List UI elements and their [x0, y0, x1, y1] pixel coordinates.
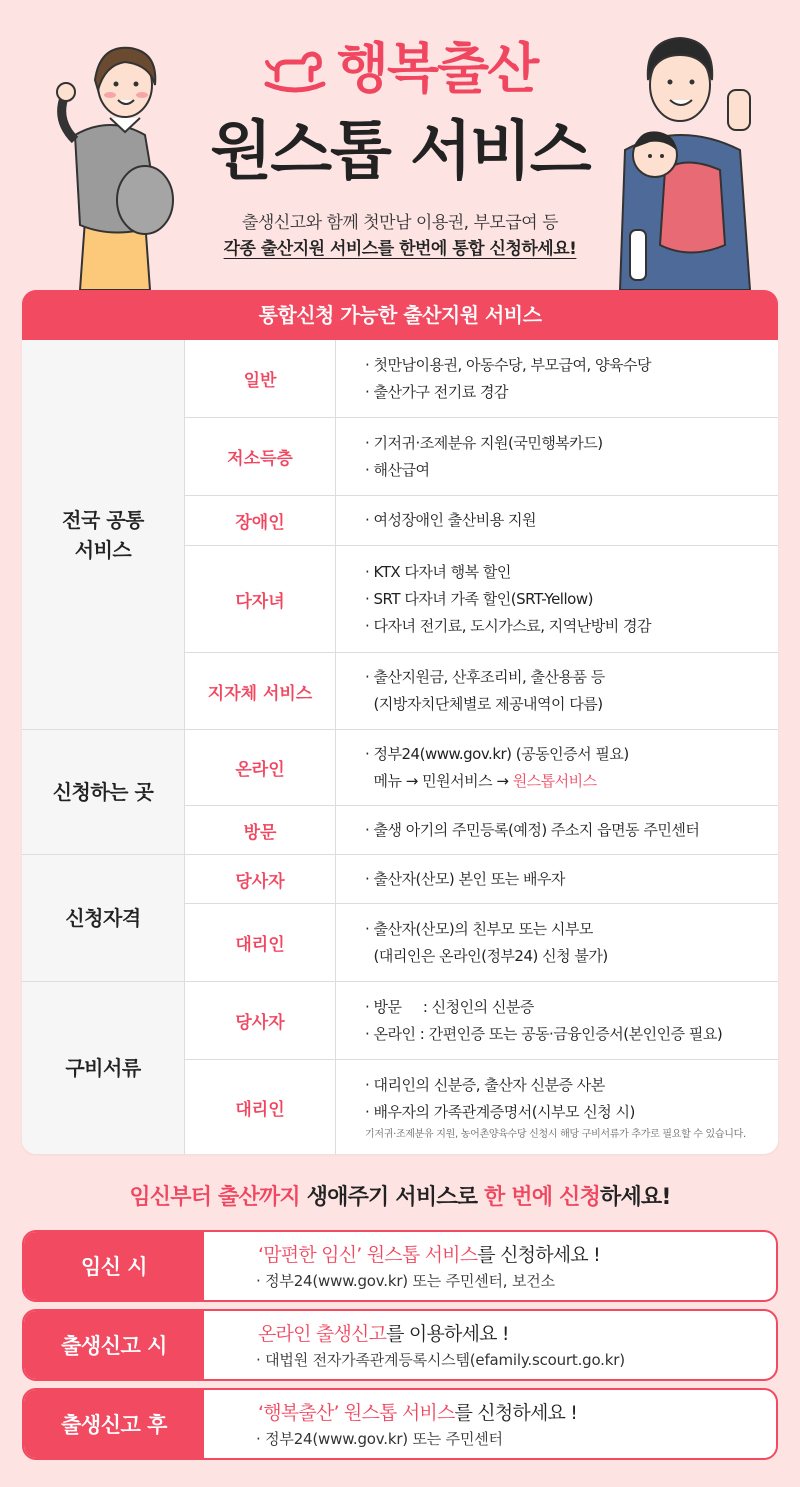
page-title-line2: 원스톱 서비스	[210, 115, 590, 189]
desc-line: · 기저귀·조제분유 지원(국민행복카드)	[365, 433, 603, 452]
desc-line: (대리인은 온라인(정부24) 신청 불가)	[365, 946, 608, 965]
desc-line: · 해산급여	[365, 460, 430, 479]
table-row	[184, 982, 778, 1060]
category-eligibility: 신청자격	[22, 855, 184, 982]
tagline-part3: 한 번에 신청	[484, 1185, 601, 1210]
table-row	[184, 730, 778, 806]
row-label: 지자체 서비스	[184, 653, 336, 729]
row-label: 장애인	[184, 496, 336, 545]
desc-line: · 배우자의 가족관계증명서(시부모 신청 시)	[365, 1103, 635, 1121]
step-main-highlight: ‘행복출산’ 원스톱 서비스	[258, 1402, 455, 1424]
desc-line	[365, 768, 768, 795]
step-after-birth-report	[22, 1388, 778, 1460]
table-row	[184, 496, 778, 546]
row-label: 온라인	[184, 730, 336, 805]
row-label: 대리인	[184, 904, 336, 981]
step-birth-report	[22, 1309, 778, 1381]
header	[0, 0, 800, 290]
desc-line: (지방자치단체별로 제공내역이 다름)	[365, 695, 603, 713]
step-main	[258, 1319, 509, 1346]
row-desc	[365, 855, 768, 903]
row-desc	[365, 904, 768, 981]
desc-line: · 출산자(산모)의 친부모 또는 시부모	[365, 919, 593, 938]
service-table-card	[22, 290, 778, 1154]
desc-line: · KTX 다자녀 행복 할인	[365, 562, 511, 581]
row-desc	[365, 340, 768, 417]
step-main	[258, 1398, 577, 1425]
step-main-highlight: ‘맘편한 임신’ 원스톱 서비스	[258, 1244, 478, 1266]
row-desc	[365, 806, 768, 854]
table-heading: 통합신청 가능한 출산지원 서비스	[22, 290, 778, 340]
row-desc	[365, 1060, 768, 1154]
desc-line: · SRT 다자녀 가족 할인(SRT-Yellow)	[365, 589, 593, 608]
row-desc	[365, 730, 768, 805]
subtitle-line2-text: 각종 출산지원 서비스를 한번에 통합 신청하세요!	[223, 239, 577, 259]
desc-line: · 출산지원금, 산후조리비, 출산용품 등	[365, 668, 605, 686]
step-main	[258, 1240, 600, 1267]
row-desc	[365, 653, 768, 729]
subtitle-line2	[0, 234, 800, 259]
desc-line: · 출산자(산모) 본인 또는 배우자	[365, 869, 565, 888]
category-nationwide: 전국 공통 서비스	[22, 340, 184, 730]
desc-line: · 대리인의 신분증, 출산자 신분증 사본	[365, 1076, 605, 1094]
row-label: 다자녀	[184, 546, 336, 652]
step-pregnancy	[22, 1230, 778, 1302]
step-sub: · 정부24(www.gov.kr) 또는 주민센터	[256, 1430, 503, 1448]
row-desc	[365, 982, 768, 1059]
step-main-rest: 를 신청하세요 !	[454, 1402, 578, 1424]
row-label: 저소득층	[184, 418, 336, 495]
desc-line: · 출생 아기의 주민등록(예정) 주소지 읍면동 주민센터	[365, 820, 700, 839]
tagline-part2: 생애주기 서비스로	[299, 1185, 485, 1210]
step-main-highlight: 온라인 출생신고	[258, 1323, 387, 1345]
desc-line: · 첫만남이용권, 아동수당, 부모급여, 양육수당	[365, 355, 651, 374]
category-required-documents: 구비서류	[22, 982, 184, 1154]
table-row	[184, 904, 778, 982]
desc-line: · 다자녀 전기료, 도시가스료, 지역난방비 경감	[365, 616, 651, 635]
table-row	[184, 546, 778, 653]
step-label: 출생신고 후	[24, 1390, 204, 1458]
rocking-horse-icon	[263, 50, 327, 94]
footnote: 기저귀·조제분유 지원, 농어촌양육수당 신청시 해당 구비서류가 추가로 필요할 수 있습니다.	[365, 1129, 746, 1140]
desc-line: · 온라인 : 간편인증 또는 공동·금융인증서(본인인증 필요)	[365, 1024, 723, 1043]
table-row	[184, 1060, 778, 1154]
row-desc	[365, 546, 768, 652]
onestop-service-link[interactable]: 원스톱서비스	[512, 771, 597, 790]
step-sub: · 정부24(www.gov.kr) 또는 주민센터, 보건소	[256, 1272, 555, 1290]
tagline-part4: 하세요!	[600, 1185, 671, 1210]
table-row	[184, 653, 778, 730]
row-label: 당사자	[184, 982, 336, 1059]
desc-line-text: 메뉴 → 민원서비스 →	[365, 771, 513, 790]
step-main-rest: 를 신청하세요 !	[477, 1244, 600, 1266]
row-desc	[365, 418, 768, 495]
title-text-1: 행복출산	[336, 37, 538, 100]
desc-line: · 출산가구 전기료 경감	[365, 382, 508, 401]
tagline-part1: 임신부터 출산까지	[129, 1185, 300, 1210]
desc-line: · 여성장애인 출산비용 지원	[365, 511, 536, 529]
step-label: 임신 시	[24, 1232, 204, 1300]
category-where-to-apply: 신청하는 곳	[22, 730, 184, 855]
step-label: 출생신고 시	[24, 1311, 204, 1379]
row-label: 방문	[184, 806, 336, 854]
table-row	[184, 418, 778, 496]
tagline	[0, 1180, 800, 1211]
row-label: 대리인	[184, 1060, 336, 1154]
table-row	[184, 855, 778, 904]
step-sub: · 대법원 전자가족관계등록시스템(efamily.scourt.go.kr)	[256, 1351, 625, 1369]
row-label: 당사자	[184, 855, 336, 903]
table-row	[184, 340, 778, 418]
table-row	[184, 806, 778, 855]
desc-line: · 방문 : 신청인의 신분증	[365, 997, 534, 1016]
row-desc	[365, 496, 768, 545]
row-label: 일반	[184, 340, 336, 417]
page-title-line1	[0, 38, 800, 100]
subtitle-line1: 출생신고와 함께 첫만남 이용권, 부모급여 등	[241, 213, 559, 233]
desc-line: · 정부24(www.gov.kr) (공동인증서 필요)	[365, 744, 629, 763]
step-main-rest: 를 이용하세요 !	[386, 1323, 509, 1345]
